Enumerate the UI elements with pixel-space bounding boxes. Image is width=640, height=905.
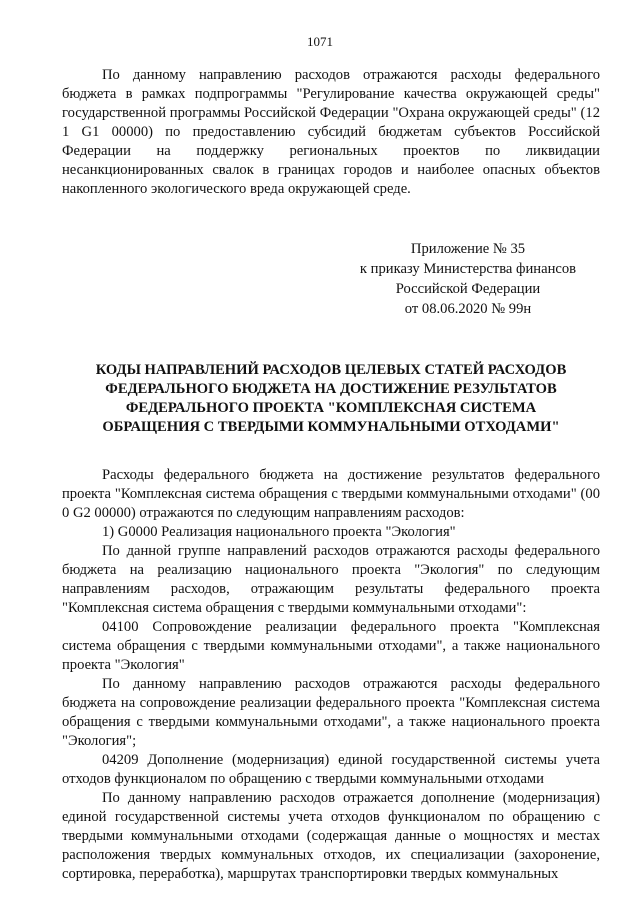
intro-paragraph: По данному направлению расходов отражаются расходы федерального бюджета в рамках подпрограммы "Регулирование качества окружающей среды" государственной программы Российской Федерации "Охрана окружающей среды" (12 1 G1 00000) по предоставлению субсидий бюджетам субъектов Российской Федерации на поддержку региональных проектов по ликвидации несанкционированных свалок в границах городов и наиболее опасных объектов накопленного экологического вреда окружающей среде. bbox=[62, 67, 600, 197]
paragraph: 04209 Дополнение (модернизация) единой государственной системы учета отходов функционалом по обращению с твердыми коммунальными отходами bbox=[62, 752, 600, 787]
body-text bbox=[62, 466, 600, 884]
page-number: 1071 bbox=[307, 34, 333, 49]
paragraph: По данному направлению расходов отражается дополнение (модернизация) единой государственной системы учета отходов функционалом по обращению с твердыми коммунальными отходами (содержащая данные о мощностях и местах расположения твердых коммунальных отходов, их специализации (захоронение, сортировка, переработка), маршрутах транспортировки твердых коммунальных bbox=[62, 790, 600, 882]
document-title: КОДЫ НАПРАВЛЕНИЙ РАСХОДОВ ЦЕЛЕВЫХ СТАТЕЙ РАСХОДОВ ФЕДЕРАЛЬНОГО БЮДЖЕТА НА ДОСТИЖЕНИЕ РЕЗУЛЬТАТОВ ФЕДЕРАЛЬНОГО ПРОЕКТА "КОМПЛЕКСНАЯ СИСТЕМА ОБРАЩЕНИЯ С ТВЕРДЫМИ КОММУНАЛЬНЫМИ ОТХОДАМИ" bbox=[95, 362, 567, 435]
annex-block bbox=[348, 239, 588, 319]
paragraph: По данному направлению расходов отражаются расходы федерального бюджета на сопровождение реализации федерального проекта "Комплексная система обращения с твердыми коммунальными отходами", а также национального проекта "Экология"; bbox=[62, 676, 600, 749]
annex-date: от 08.06.2020 № 99н bbox=[404, 301, 532, 317]
annex-order: к приказу Министерства финансов bbox=[359, 261, 577, 277]
paragraph: 04100 Сопровождение реализации федерального проекта "Комплексная система обращения с твердыми коммунальными отходами", а также национального проекта "Экология" bbox=[62, 619, 600, 673]
paragraph: 1) G0000 Реализация национального проекта "Экология" bbox=[102, 524, 456, 540]
document-body bbox=[62, 66, 600, 884]
paragraph: По данной группе направлений расходов отражаются расходы федерального бюджета на реализацию национального проекта "Экология" по следующим направлениям расходов, отражающим результаты федерального проекта "Комплексная система обращения с твердыми коммунальными отходами": bbox=[62, 543, 600, 616]
annex-country: Российской Федерации bbox=[395, 281, 541, 297]
paragraph: Расходы федерального бюджета на достижение результатов федерального проекта "Комплексная система обращения с твердыми коммунальными отходами" (00 0 G2 00000) отражаются по следующим направлениям расходов: bbox=[62, 467, 600, 521]
annex-number: Приложение № 35 bbox=[410, 241, 526, 257]
